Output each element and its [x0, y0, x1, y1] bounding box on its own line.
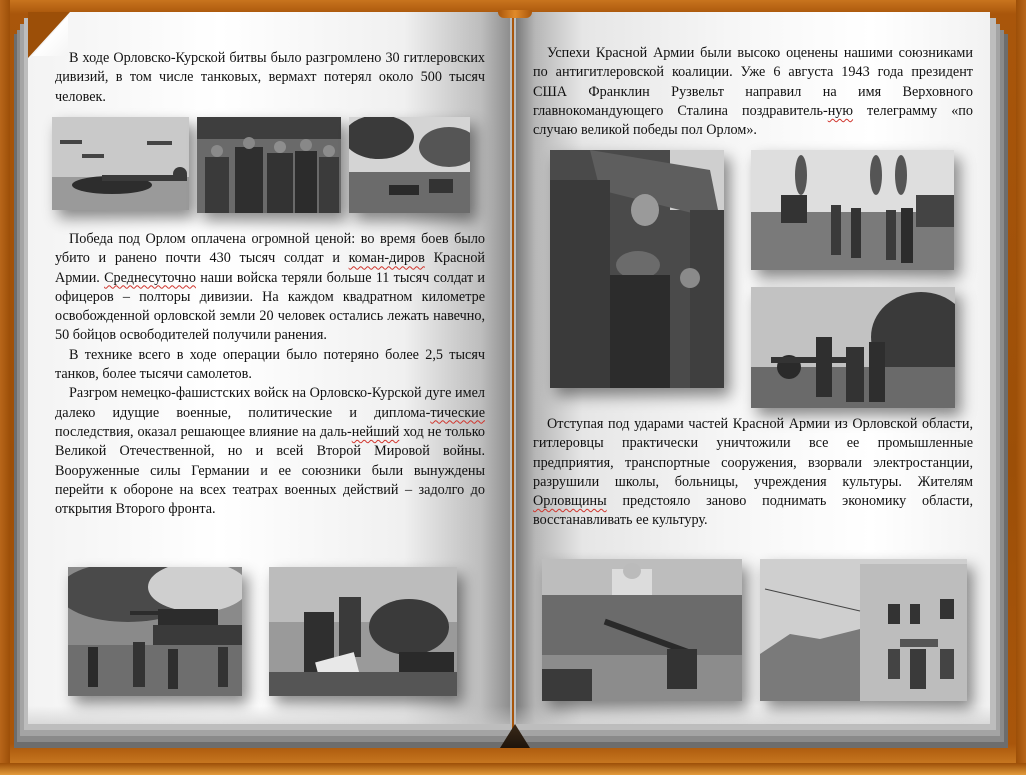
page-shadow [516, 706, 990, 724]
right-paragraph-1 [533, 44, 973, 140]
page-shadow [28, 706, 510, 724]
battlefield-smoke-photo [349, 117, 470, 213]
book-frame-right-edge [1016, 0, 1026, 775]
paragraph-text [533, 44, 973, 140]
pilots-group-photo [197, 117, 341, 213]
text-run: Красной Армии. [55, 250, 485, 286]
tank-assault-photo [68, 567, 242, 696]
spellcheck-word: нейший [351, 423, 400, 440]
right-paragraph-2 [533, 415, 973, 531]
trench-soldiers-photo [550, 150, 724, 388]
aircraft-formation-photo [52, 117, 189, 210]
book-frame-bottom-edge [0, 763, 1026, 775]
spellcheck-word: Среднесуточно [104, 269, 196, 286]
text-run: Отступая под ударами частей Красной Армии из Орловской области, гитлеровцы практически уничтожили все ее промышленные предприятия, транспортные сооружения, взорвали электростанции, разрушили школы, больницы, учреждения культуры. Жителям [533, 416, 973, 490]
spellcheck-word: ную [827, 102, 854, 119]
left-paragraph-2-4 [55, 230, 485, 519]
infantry-advance-photo [751, 150, 954, 270]
text-run: предстояло заново поднимать экономику области, восстанавливать ее культуру. [533, 493, 973, 529]
text-run: телеграмму «по случаю великой победы пол Орлом». [533, 102, 973, 139]
spellcheck-word: коман-диров [348, 250, 425, 267]
machine-gun-church-photo [542, 559, 742, 701]
text-run: последствия, оказал решающее влияние на даль- [55, 423, 352, 440]
text-run: наши войска теряли больше 11 тысяч солдат и офицеров – полторы дивизии. На каждом квадратном километре освобожденной орловской земли 20 человек остались лежать навечно, 50 бойцов освободителей получили ранения. [55, 269, 485, 344]
ruined-building-photo [760, 559, 967, 701]
text-run: Победа под Орлом оплачена огромной ценой: во время боев было убито и ранено почти 430 тысяч солдат и [55, 231, 485, 267]
paragraph-text: В технике всего в ходе операции было потеряно более 2,5 тысяч танков, более тысячи самолетов. [55, 346, 485, 383]
text-run: Успехи Красной Армии были высоко оценены нашими союзниками по антигитлеровской коалиции. Уже 6 августа 1943 года президент США Франклин Рузвельт направил на имя Верховного главнокомандующего Сталина поздравитель- [533, 45, 973, 119]
left-paragraph-1 [55, 49, 485, 107]
paragraph-text: В ходе Орловско-Курской битвы было разгромлено 30 гитлеровских дивизий, в том числе танковых, вермахт потерял около 500 тысяч человек. [55, 50, 485, 105]
book-spine-top [498, 10, 532, 18]
artillery-gun-photo [751, 287, 955, 408]
paragraph-text [533, 415, 973, 531]
text-run: Разгром немецко-фашистских войск на Орловско-Курской дуге имел далеко идущие военные, политические и диплома- [55, 385, 485, 421]
mortar-crew-photo [269, 567, 457, 696]
book-frame-left-edge [0, 0, 10, 775]
text-run: ход не только Великой Отечественной, но и всей Второй Мировой войны. Вооруженные силы Германии и ее союзники были вынуждены перейти к обороне на всех театрах военных действий – задолго до открытия Второго фронта. [55, 423, 485, 518]
spellcheck-word: тические [430, 404, 485, 421]
spellcheck-word: Орловщины [533, 493, 607, 510]
paragraph-text [55, 384, 485, 519]
paragraph-text [55, 230, 485, 346]
